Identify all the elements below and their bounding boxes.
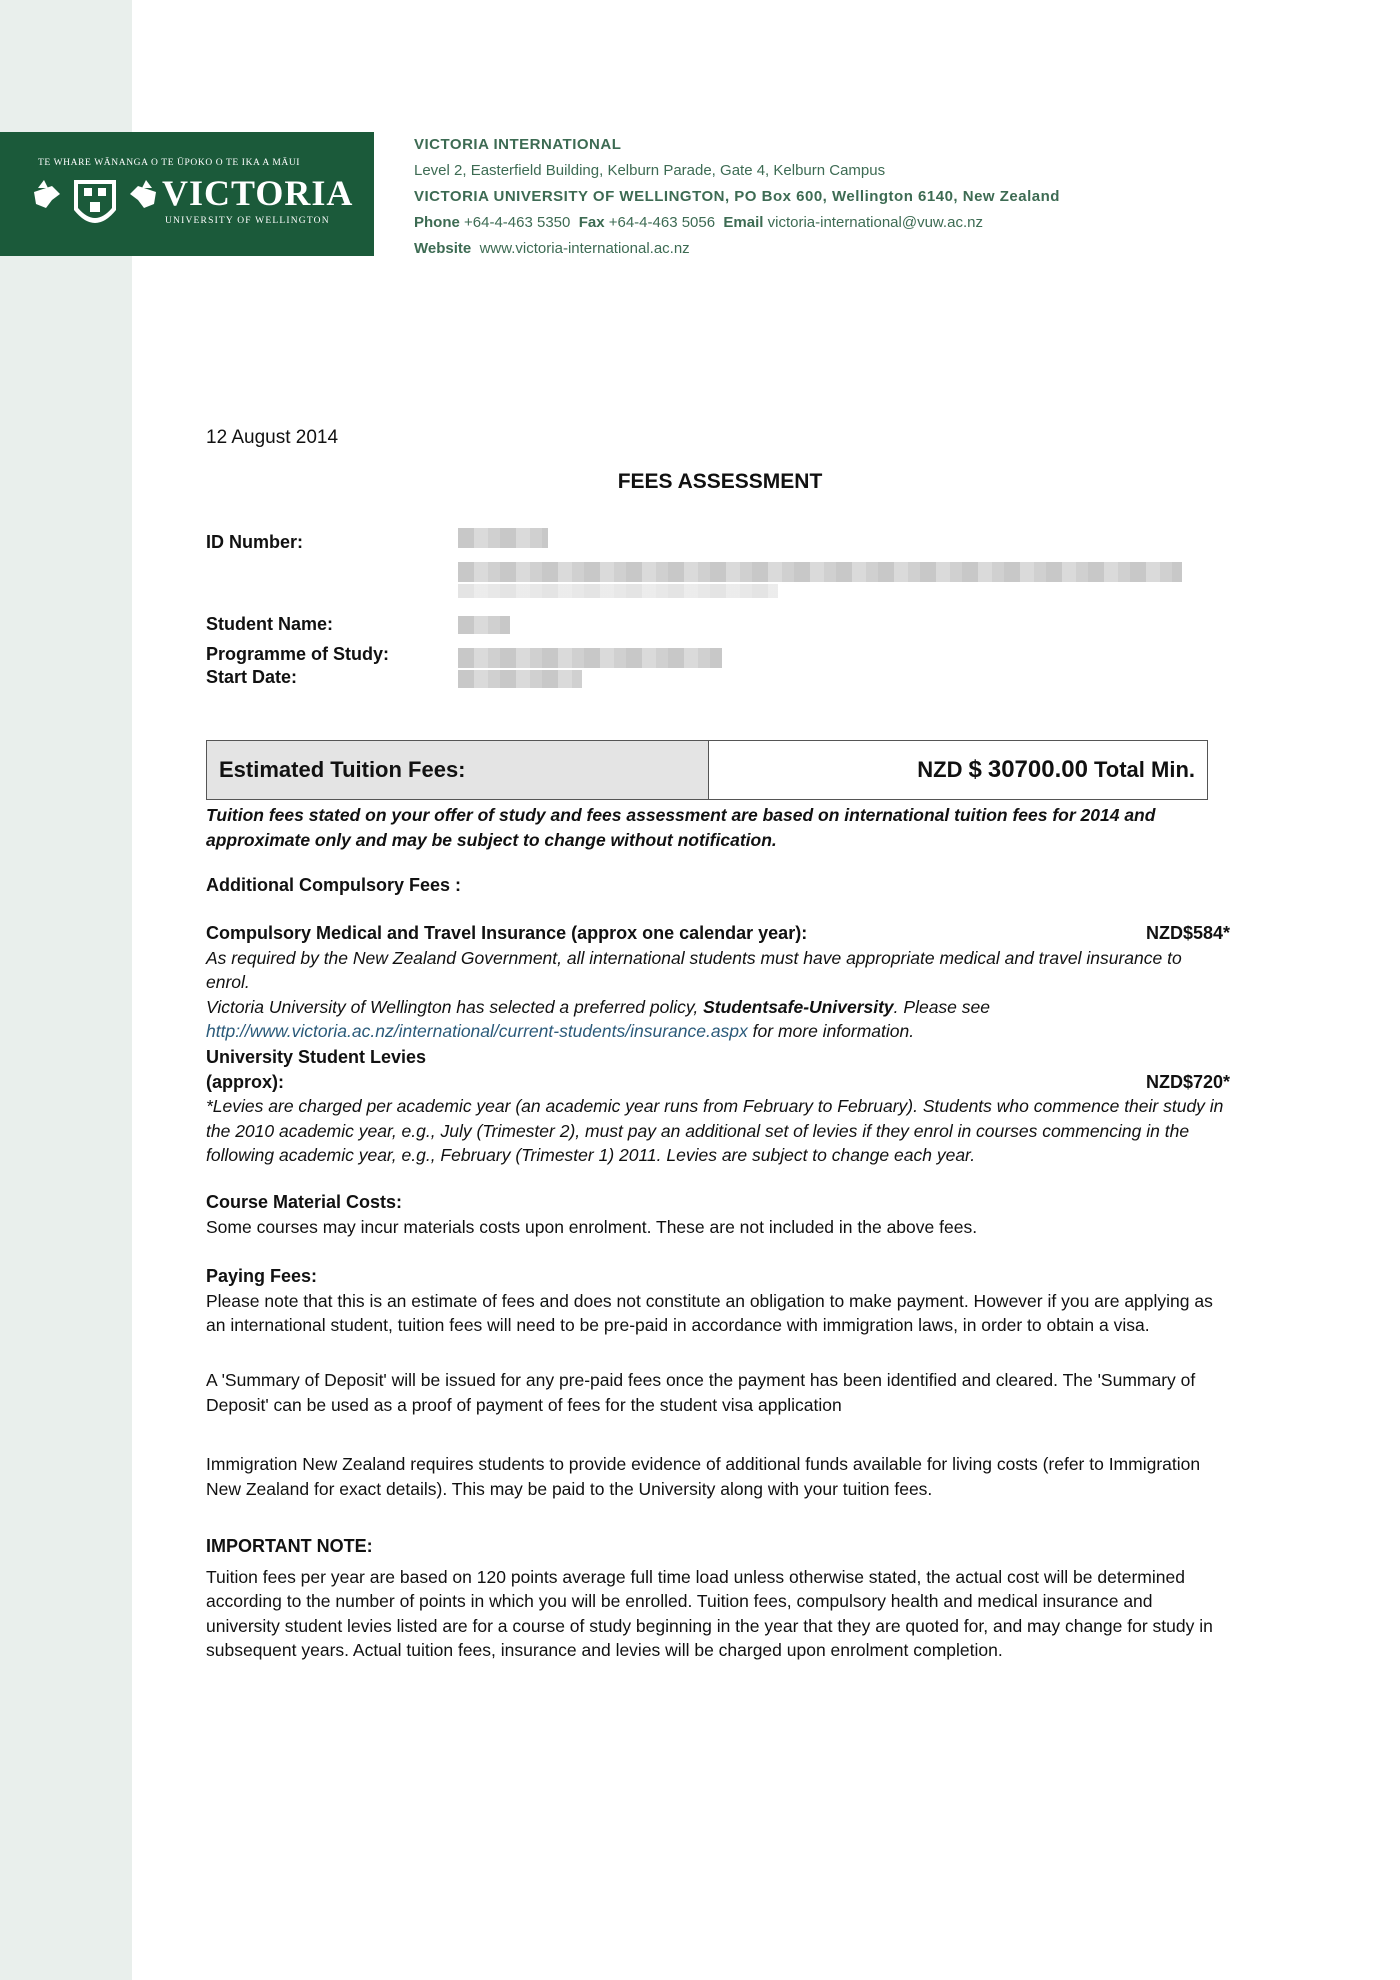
letterhead-contact xyxy=(414,210,1060,236)
logo-wordmark: VICTORIA xyxy=(162,173,354,213)
letterhead-website-row xyxy=(414,236,1060,262)
letter-date: 12 August 2014 xyxy=(206,427,339,448)
left-margin-band xyxy=(0,0,132,1980)
fax-label: Fax xyxy=(578,214,605,231)
paying-fees-section xyxy=(206,1264,1230,1338)
important-note-section xyxy=(206,1534,1230,1663)
tuition-fees-table xyxy=(206,740,1208,800)
paying-fees-title: Paying Fees: xyxy=(206,1266,318,1286)
insurance-amount: NZD$584* xyxy=(1145,923,1230,943)
letterhead-university: VICTORIA UNIVERSITY OF WELLINGTON, PO Box 600, Wellington 6140, New Zealand xyxy=(414,188,1060,205)
logo-tagline: TE WHARE WĀNANGA O TE ŪPOKO O TE IKA A MĀUI xyxy=(38,158,301,168)
student-name-label: Student Name: xyxy=(206,614,334,634)
insurance-policy-name: Studentsafe-University xyxy=(703,996,894,1017)
tuition-fees-label: Estimated Tuition Fees: xyxy=(207,741,709,799)
letterhead-address: Level 2, Easterfield Building, Kelburn Parade, Gate 4, Kelburn Campus xyxy=(414,162,886,179)
redacted-programme xyxy=(458,648,722,668)
paying-fees-p3: Immigration New Zealand requires students to provide evidence of additional funds available for living costs (refer to Immigration New Zealand for exact details). This may be paid to the University along with your tuition fees. xyxy=(206,1454,1201,1499)
course-material-section xyxy=(206,1190,1230,1239)
tuition-currency: NZD xyxy=(917,757,963,782)
additional-fees-heading: Additional Compulsory Fees : xyxy=(206,875,462,895)
website-label: Website xyxy=(414,240,472,257)
letterhead xyxy=(414,132,1060,262)
redacted-student-name xyxy=(458,616,510,634)
redacted-start-date xyxy=(458,670,582,688)
levies-text: *Levies are charged per academic year (an academic year runs from February to February). Students who commence their study in the 2010 academic year, e.g., July (Trimester 2), must pay an additional set of levies if they enrol in courses commencing in the following academic year, e.g., February (Trimester 1) 2011. Levies are subject to change each year. xyxy=(206,1096,1224,1165)
website-value[interactable]: www.victoria-international.ac.nz xyxy=(479,240,690,257)
redacted-id-details-2 xyxy=(458,584,778,598)
insurance-text-3: . Please see xyxy=(893,996,990,1017)
document-title: FEES ASSESSMENT xyxy=(617,470,823,493)
email-value[interactable]: victoria-international@vuw.ac.nz xyxy=(767,214,983,231)
levies-title: University Student Levies xyxy=(206,1047,427,1067)
course-material-title: Course Material Costs: xyxy=(206,1192,403,1212)
start-date-label: Start Date: xyxy=(206,667,298,687)
id-number-label: ID Number: xyxy=(206,532,304,552)
levies-title-approx: (approx): xyxy=(206,1071,284,1092)
redacted-id-number xyxy=(458,528,548,548)
insurance-row xyxy=(206,921,1230,946)
tuition-amount-value: 30700.00 xyxy=(987,756,1088,783)
email-label: Email xyxy=(723,214,764,231)
phone-label: Phone xyxy=(414,214,460,231)
insurance-text-1: As required by the New Zealand Government, all international students must have appropriate medical and travel insurance to enrol. xyxy=(206,947,1182,992)
course-material-text: Some courses may incur materials costs upon enrolment. These are not included in the above fees. xyxy=(206,1216,978,1237)
tuition-dollar-sign: $ xyxy=(968,756,982,783)
insurance-text-4: for more information. xyxy=(747,1021,915,1041)
programme-label: Programme of Study: xyxy=(206,644,390,664)
insurance-text-2 xyxy=(206,995,1230,1020)
logo-subtitle: UNIVERSITY OF WELLINGTON xyxy=(165,216,330,226)
important-note-title: IMPORTANT NOTE: xyxy=(206,1536,373,1556)
paying-fees-p1: Please note that this is an estimate of fees and does not constitute an obligation to make payment. However if you are applying as an international student, tuition fees will need to be pre-paid in accordance with immigration laws, in order to obtain a visa. xyxy=(206,1290,1213,1335)
tuition-suffix: Total Min. xyxy=(1093,757,1195,782)
important-note-text: Tuition fees per year are based on 120 points average full time load unless otherwise stated, the actual cost will be determined according to the number of points in which you will be enrolled. Tuition fees, compulsory health and medical insurance and university student levies listed are for a course of study beginning in the year that they are quoted for, and may change for study in subsequent years. Actual tuition fees, insurance and levies will be charged upon enrolment completion. xyxy=(206,1566,1213,1660)
levies-section xyxy=(206,1045,1230,1168)
letterhead-org: VICTORIA INTERNATIONAL xyxy=(414,136,622,153)
tuition-fees-amount xyxy=(709,741,1207,799)
redacted-id-details xyxy=(458,562,1182,582)
phone-value: +64-4-463 5350 xyxy=(464,214,571,231)
insurance-section xyxy=(206,921,1230,1044)
crest-icon xyxy=(30,174,160,238)
insurance-link-line xyxy=(206,1019,1230,1044)
insurance-link[interactable]: http://www.victoria.ac.nz/international/current-students/insurance.aspx xyxy=(206,1021,748,1041)
fax-value: +64-4-463 5056 xyxy=(608,214,716,231)
insurance-text-2a: Victoria University of Wellington has selected a preferred policy, xyxy=(206,996,699,1017)
levies-row xyxy=(206,1070,1230,1095)
tuition-note: Tuition fees stated on your offer of study and fees assessment are based on international tuition fees for 2014 and approximate only and may be subject to change without notification. xyxy=(206,805,1156,850)
university-logo xyxy=(0,132,374,256)
paying-fees-p2: A 'Summary of Deposit' will be issued for any pre-paid fees once the payment has been identified and cleared. The 'Summary of Deposit' can be used as a proof of payment of fees for the student visa application xyxy=(206,1370,1196,1415)
levies-amount: NZD$720* xyxy=(1145,1071,1230,1092)
insurance-title: Compulsory Medical and Travel Insurance (approx one calendar year): xyxy=(206,923,808,943)
